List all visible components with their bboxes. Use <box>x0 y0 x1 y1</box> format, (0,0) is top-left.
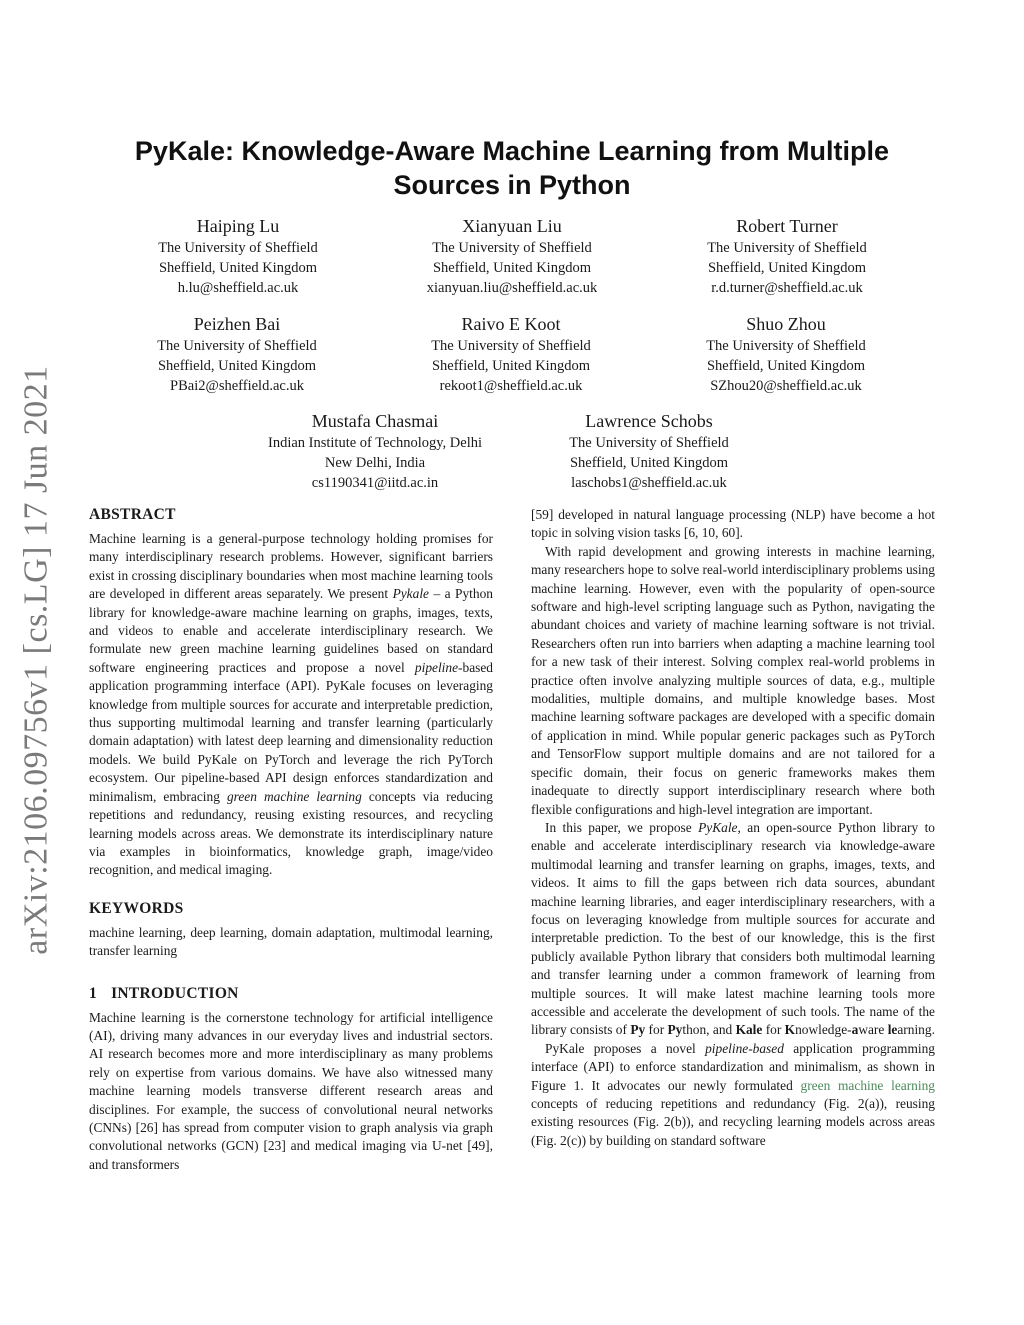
text-part: ware <box>858 1022 888 1038</box>
bold-py: Py <box>630 1022 646 1038</box>
author-affiliation: The University of Sheffield <box>707 240 867 256</box>
author-affiliation: The University of Sheffield <box>157 338 317 354</box>
body-paragraph: [59] developed in natural language processing (NLP) have become a hot topic in solving vision tasks [6, 10, 60]. <box>531 507 935 541</box>
abstract-heading: ABSTRACT <box>89 506 176 523</box>
text-part: for <box>645 1022 668 1038</box>
author-name: Robert Turner <box>736 216 838 236</box>
keywords-heading: KEYWORDS <box>89 899 184 917</box>
body-paragraph <box>531 1040 935 1150</box>
introduction-paragraph: Machine learning is the cornerstone technology for artificial intelligence (AI), driving many advances in our everyday lives and industrial sectors. AI research becomes more and more interdisciplinary as many problems rely on expertise from various domains. We have also witnessed many machine learning models transverse different research areas and disciplines. For example, the success of convolutional neural networks (CNNs) [26] has spread from computer vision to graph analysis via graph convolutional networks (GCN) [23] and medical imaging via U-net [49], and transformers <box>89 1009 493 1172</box>
green-machine-learning-link[interactable]: green machine learning <box>800 1077 935 1093</box>
abstract-pykale-italic: Pykale <box>392 586 429 602</box>
author-name: Raivo E Koot <box>461 314 561 334</box>
author-affiliation: The University of Sheffield <box>569 435 729 451</box>
text-part: , an open-source Python library to enable and accelerate interdisciplinary research via knowledge-aware multimodal learning and transfer learning on graphs, images, texts, and videos. It aims to fill the gaps between rich data sources, abundant machine learning libraries, and eager interdisciplinary researchers, with a focus on leveraging knowledge from multiple sources for accurate and interpretable prediction. To the best of our knowledge, this is the first publicly available Python library that considers both multimodal learning and transfer learning under a common framework of learning from multiple sources. It will make latest machine learning tools more accessible and accelerate the development of such tools. The name of the library consists of <box>531 819 935 1038</box>
author-email: cs1190341@iitd.ac.in <box>311 475 439 491</box>
title-line-1: PyKale: Knowledge-Aware Machine Learning from Multiple <box>134 136 890 166</box>
author-affiliation: The University of Sheffield <box>431 338 591 354</box>
text-part: PyKale proposes a novel <box>545 1040 706 1056</box>
right-column <box>531 506 935 1150</box>
abstract-text-part: -based application programming interface (API). PyKale focuses on leveraging knowledge from multiple sources for accurate and interpretable prediction, thus supporting multimodal learning and transfer learning (particularly domain adaptation) with latest deep learning and dimensionality reduction models. We build PyKale on PyTorch and leverage the rich PyTorch ecosystem. Our pipeline-based API design enforces standardization and minimalism, embracing <box>89 659 493 804</box>
section-title: INTRODUCTION <box>111 984 239 1002</box>
author-name: Mustafa Chasmai <box>311 411 439 431</box>
abstract-text-part: Machine learning is a general-purpose technology holding promises for many interdisciplinary research problems. However, significant barriers exist in crossing disciplinary boundaries when most machine learning tools are developed in different areas separately. We present <box>89 531 493 602</box>
author-name: Peizhen Bai <box>193 314 281 334</box>
author-block <box>361 312 661 396</box>
text-part: for <box>762 1022 785 1038</box>
author-email: r.d.turner@sheffield.ac.uk <box>711 280 863 296</box>
author-affiliation: Indian Institute of Technology, Delhi <box>267 435 483 451</box>
author-email: xianyuan.liu@sheffield.ac.uk <box>426 280 598 296</box>
author-block <box>225 409 525 493</box>
bold-le: le <box>887 1022 898 1038</box>
introduction-heading <box>89 983 493 1005</box>
arxiv-identifier-text: arXiv:2106.09756v1 [cs.LG] 17 Jun 2021 <box>18 365 56 955</box>
author-block <box>637 214 937 298</box>
author-email: laschobs1@sheffield.ac.uk <box>571 475 727 491</box>
author-affiliation: The University of Sheffield <box>432 240 592 256</box>
abstract-text <box>89 530 493 880</box>
author-affiliation: The University of Sheffield <box>706 338 866 354</box>
keywords-text: machine learning, deep learning, domain adaptation, multimodal learning, transfer learning <box>89 924 493 959</box>
author-location: Sheffield, United Kingdom <box>157 358 316 374</box>
author-location: Sheffield, United Kingdom <box>706 358 865 374</box>
text-part: thon, and <box>682 1022 736 1038</box>
title-line-2: Sources in Python <box>393 170 631 200</box>
pipeline-italic: pipeline-based <box>705 1040 784 1056</box>
text-part: nowledge- <box>795 1022 852 1038</box>
arxiv-identifier-stamp <box>12 360 62 960</box>
abstract-text-part: concepts via reducing repetitions and redundancy, reusing existing resources, and recycling learning models across areas. We demonstrate its interdisciplinary nature via examples in bioinformatics, knowledge graph, image/video recognition, and medical imaging. <box>89 788 493 878</box>
author-affiliation: The University of Sheffield <box>158 240 318 256</box>
bold-py: Py <box>667 1022 683 1038</box>
author-email: h.lu@sheffield.ac.uk <box>177 280 299 296</box>
author-block <box>362 214 662 298</box>
author-location: New Delhi, India <box>324 455 426 471</box>
body-paragraph: With rapid development and growing interests in machine learning, many researchers hope to solve real-world interdisciplinary problems using machine learning. However, even with the popularity of open-source software and high-level scripting language such as Python, navigating the abundant choices and variety of machine learning software is not trivial. Researchers often run into barriers when adapting a machine learning tool for a new task of their interest. Solving complex real-world problems in practice often involve analyzing multiple sources of data, e.g., multiple modalities, multiple domains, and multiple knowledge bases. Most machine learning software packages are developed with a specific domain of application in mind. While popular generic packages such as PyTorch and TensorFlow support multiple domains and are not tailored for a specific domain, their focus on generic frameworks makes them inadequate to directly support interdisciplinary research where both flexible configurations and high-level integration are important. <box>531 543 935 817</box>
abstract-pipeline-italic: pipeline <box>414 659 459 675</box>
text-part: concepts of reducing repetitions and redundancy (Fig. 2(a)), reusing existing resources (Fig. 2(b)), and recycling learning models across areas (Fig. 2(c)) by building on standard software <box>531 1096 935 1148</box>
author-block <box>88 214 388 298</box>
author-name: Shuo Zhou <box>746 314 826 334</box>
author-location: Sheffield, United Kingdom <box>158 260 317 276</box>
author-block <box>87 312 387 396</box>
author-email: SZhou20@sheffield.ac.uk <box>710 378 862 394</box>
author-name: Xianyuan Liu <box>462 216 562 236</box>
section-number: 1 <box>89 984 98 1002</box>
text-part: application programming interface (API) to enforce standardization and minimalism, as shown in Figure 1. It advocates our newly formulated <box>531 1040 935 1093</box>
left-column <box>89 504 493 1174</box>
author-location: Sheffield, United Kingdom <box>707 260 866 276</box>
author-location: Sheffield, United Kingdom <box>431 358 590 374</box>
body-paragraph <box>531 819 935 1040</box>
paper-title <box>100 134 924 202</box>
bold-k: K <box>784 1022 796 1038</box>
text-part: arning. <box>897 1022 935 1038</box>
bold-a: a <box>851 1022 859 1038</box>
pykale-italic: PyKale <box>698 819 738 835</box>
author-block <box>499 409 799 493</box>
bold-kale: Kale <box>735 1022 763 1038</box>
author-email: PBai2@sheffield.ac.uk <box>170 378 304 394</box>
author-block <box>636 312 936 396</box>
abstract-text-part: – a Python library for knowledge-aware machine learning on graphs, images, texts, and videos to enable and accelerate interdisciplinary research. We formulate new green machine learning guidelines based on standard software engineering practices and propose a novel <box>89 586 493 675</box>
text-part: In this paper, we propose <box>545 819 699 835</box>
author-location: Sheffield, United Kingdom <box>432 260 591 276</box>
author-name: Lawrence Schobs <box>585 411 713 431</box>
abstract-green-ml-italic: green machine learning <box>226 788 362 804</box>
author-location: Sheffield, United Kingdom <box>569 455 728 471</box>
author-email: rekoot1@sheffield.ac.uk <box>439 378 583 394</box>
author-name: Haiping Lu <box>196 216 280 236</box>
